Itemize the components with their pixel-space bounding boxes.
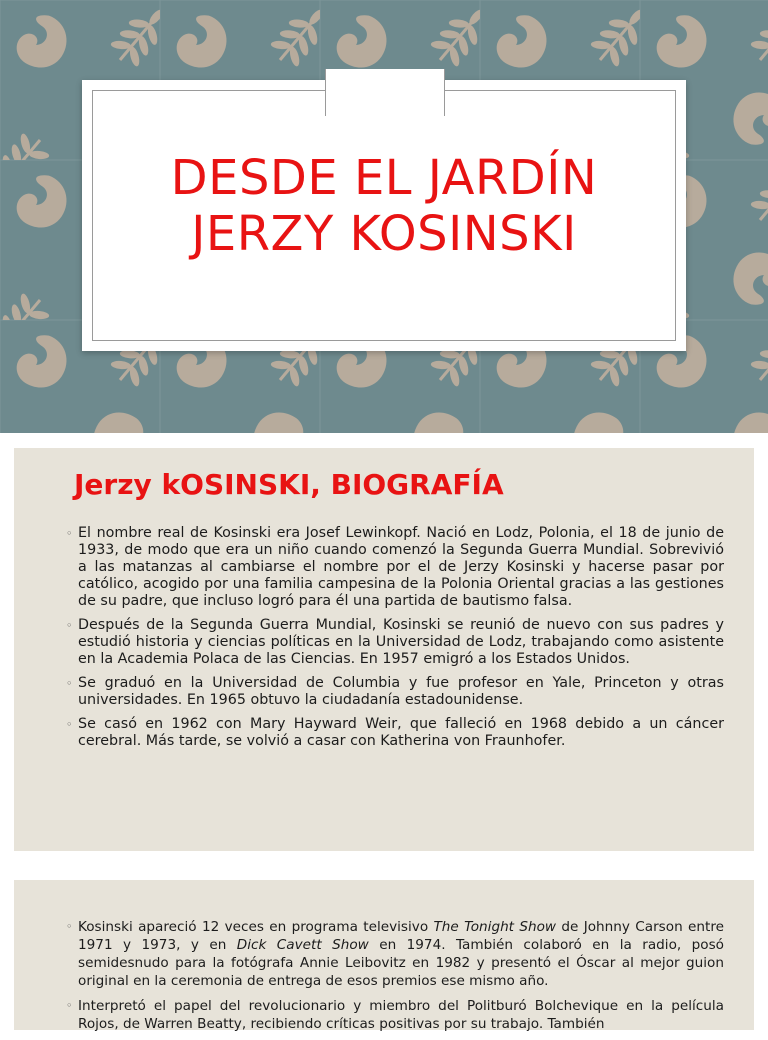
list-item: [66, 997, 724, 1033]
title-line-1: DESDE EL JARDÍN: [170, 150, 598, 206]
list-item: [66, 617, 724, 668]
bullet-marker: ◦: [66, 619, 73, 632]
title-slide: [0, 0, 768, 433]
bullet-marker: ◦: [66, 527, 73, 540]
bullet-text: Interpretó el papel del revolucionario y miembro del Politburó Bolchevique en la película Rojos, de Warren Beatty, recibiendo críticas positivas por su trabajo. También: [78, 998, 724, 1032]
bullet-marker: ◦: [66, 677, 73, 690]
career-bullets: [66, 918, 724, 1040]
biography-bullets: [66, 525, 724, 757]
show-title: The Tonight Show: [433, 919, 557, 935]
bullet-text: Se graduó en la Universidad de Columbia y fue profesor en Yale, Princeton y otras universidades. En 1965 obtuvo la ciudadanía estadounidense.: [78, 675, 724, 708]
title-card-tab: [325, 69, 445, 116]
list-item: [66, 525, 724, 610]
bullet-text-part: de Johnny Carson entre 1971 y 1973, y en: [78, 919, 725, 953]
list-item: [66, 918, 724, 990]
title-card: [82, 80, 686, 351]
list-item: [66, 675, 724, 709]
bullet-text-part: en 1974. También colaboró en la radio, posó semidesnudo para la fotógrafa Annie Leibovitz en 1982 y presentó el Óscar al mejor guion original en la ceremonia de entrega de esos premios ese mismo año.: [78, 937, 724, 989]
bullet-marker: ◦: [66, 718, 73, 731]
title-line-2: JERZY KOSINSKI: [191, 206, 577, 262]
slide-title: [82, 150, 686, 262]
bullet-text: El nombre real de Kosinski era Josef Lewinkopf. Nació en Lodz, Polonia, el 18 de junio de 1933, de modo que era un niño cuando comenzó la Segunda Guerra Mundial. Sobrevivió a las matanzas al cambiarse el nombre por el de Jerzy Kosinski y hacerse pasar por católico, acogido por una familia campesina de la Polonia Oriental gracias a las gestiones de su padre, que incluso logró para él una partida de bautismo falsa.: [78, 525, 724, 609]
bullet-text: Se casó en 1962 con Mary Hayward Weir, que falleció en 1968 debido a un cáncer cerebral. Más tarde, se volvió a casar con Katherina von Fraunhofer.: [78, 716, 724, 749]
bullet-marker: ◦: [66, 999, 73, 1012]
career-slide: [14, 880, 754, 1030]
bullet-text: Después de la Segunda Guerra Mundial, Kosinski se reunió de nuevo con sus padres y estudió historia y ciencias políticas en la Universidad de Lodz, trabajando como asistente en la Academia Polaca de las Ciencias. En 1957 emigró a los Estados Unidos.: [78, 617, 724, 667]
biography-slide: [14, 448, 754, 851]
biography-heading: Jerzy kOSINSKI, BIOGRAFÍA: [74, 468, 504, 501]
bullet-marker: ◦: [66, 920, 73, 933]
list-item: [66, 716, 724, 750]
bullet-text-part: Kosinski apareció 12 veces en programa televisivo: [78, 919, 434, 935]
show-title: Dick Cavett Show: [236, 937, 369, 953]
